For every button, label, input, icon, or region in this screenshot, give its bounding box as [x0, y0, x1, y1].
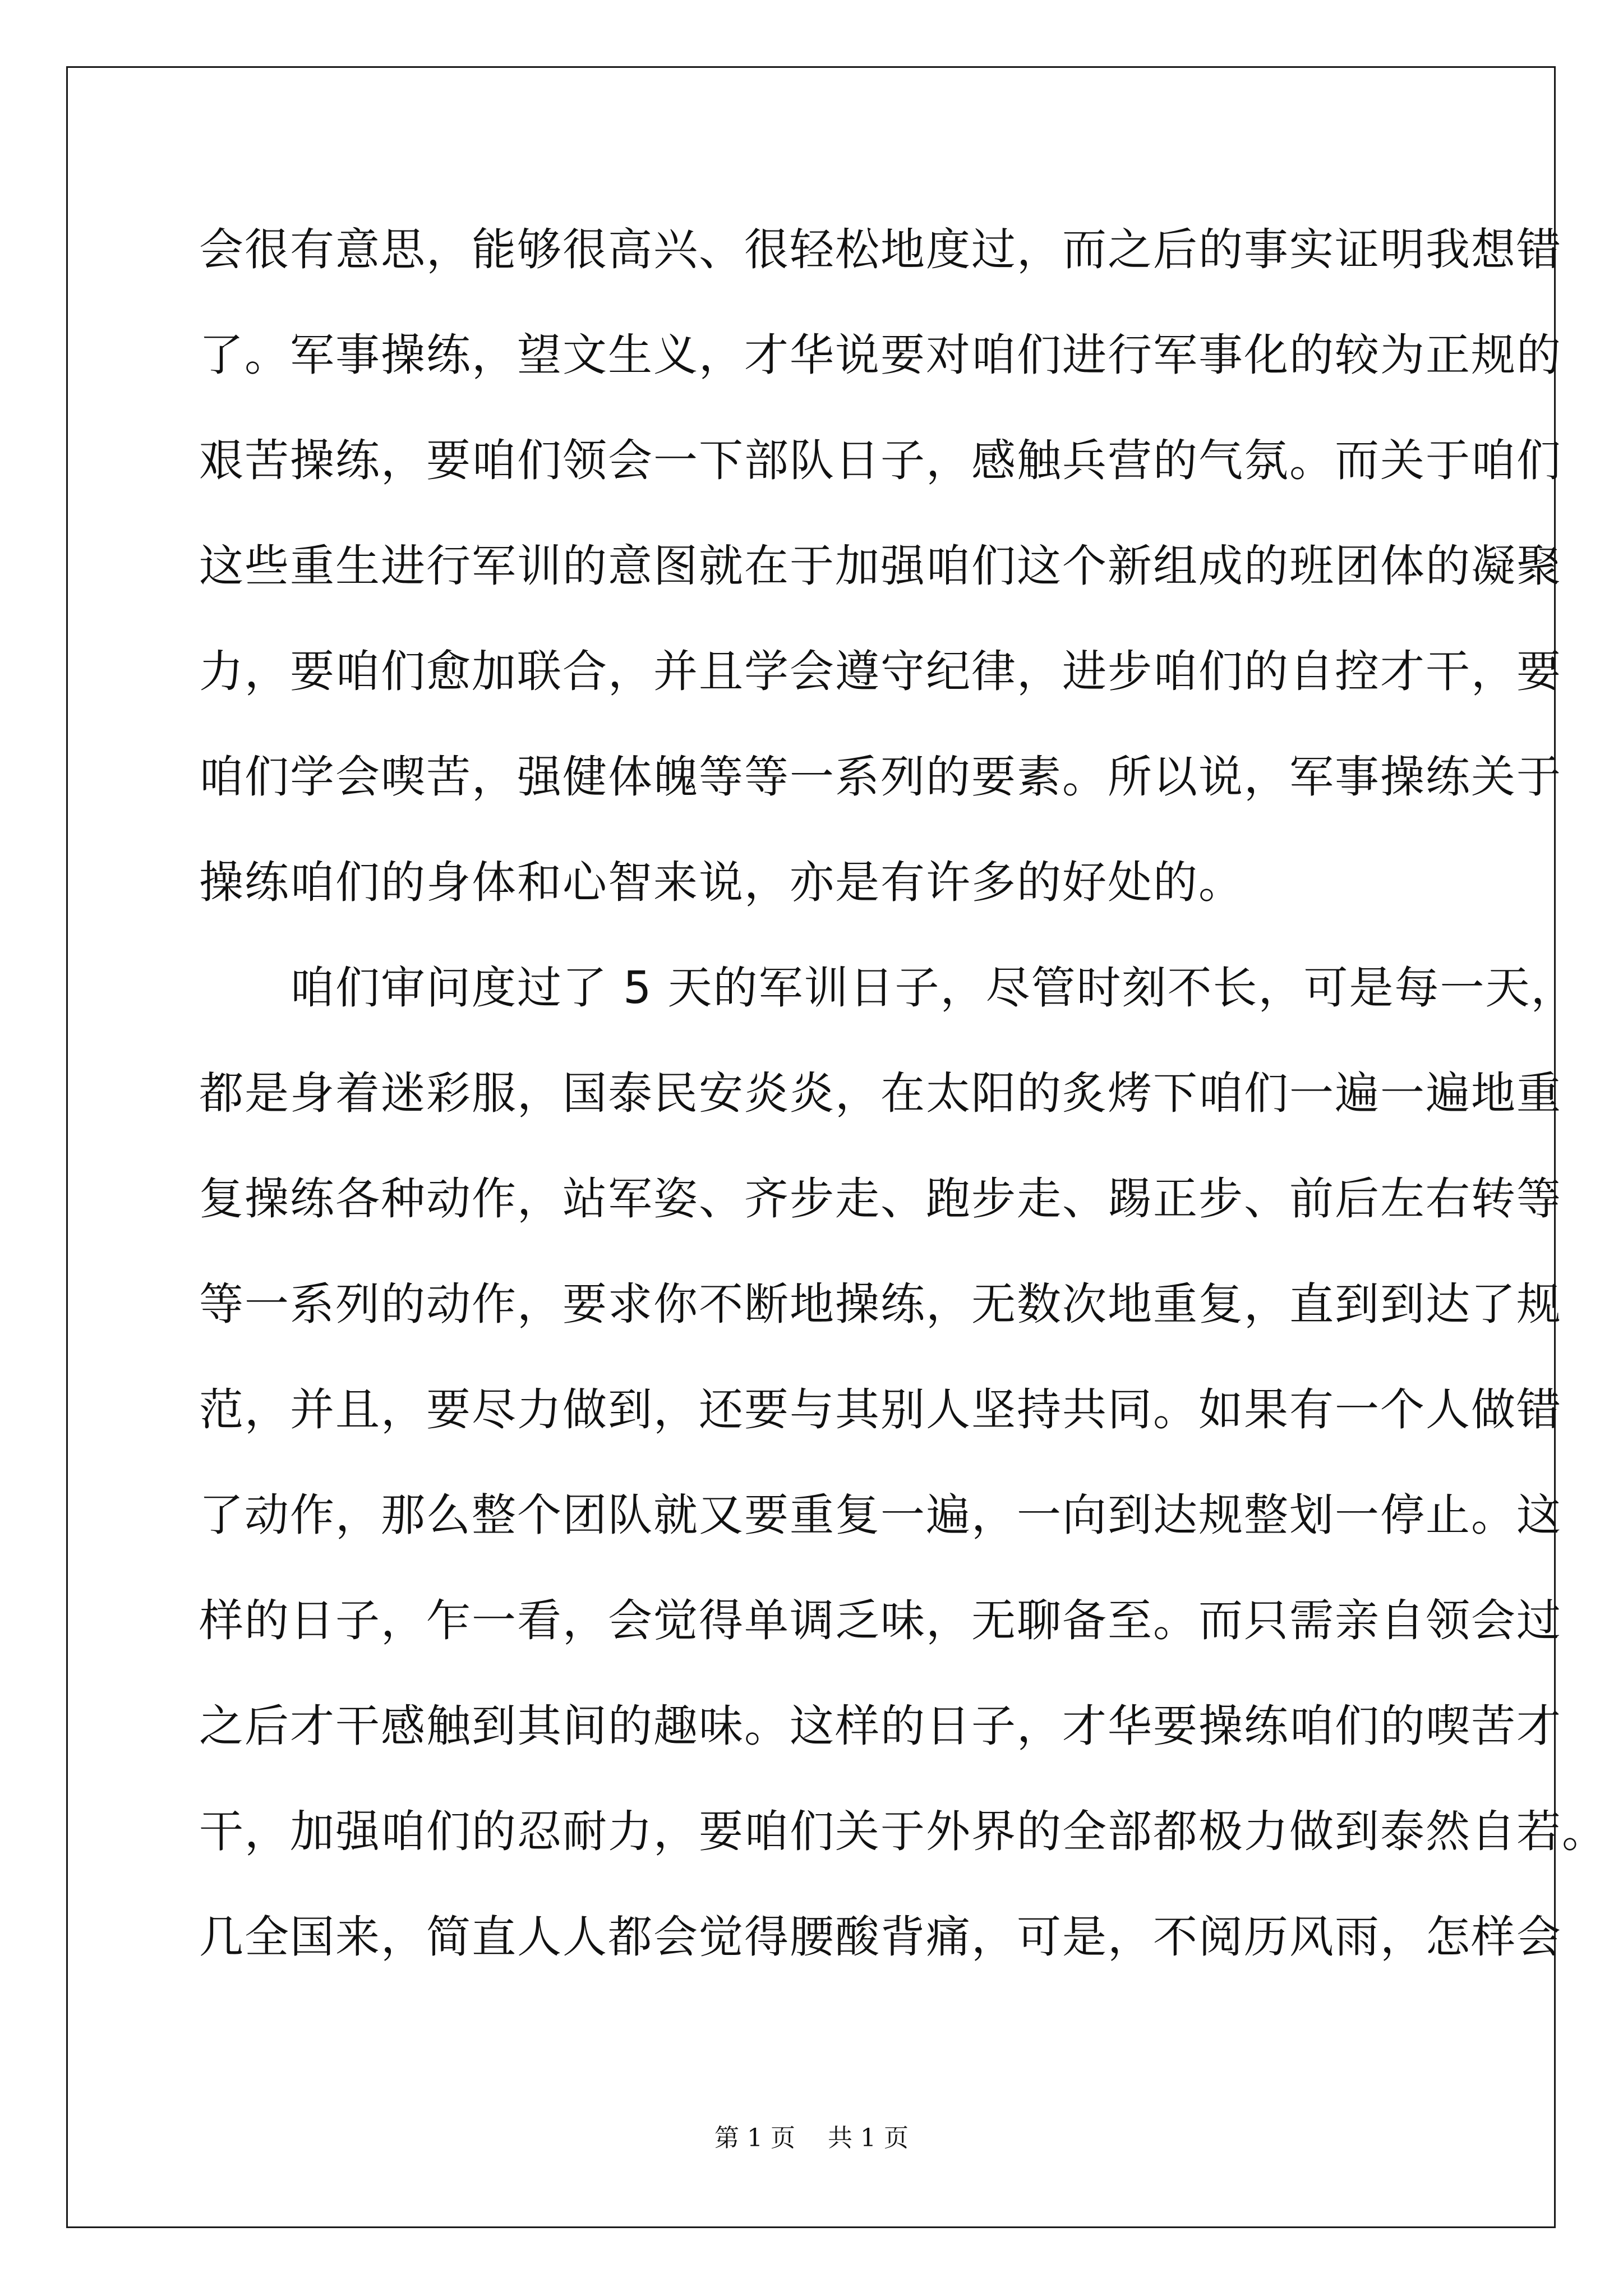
- text-line: 这些重生进行军训的意图就在于加强咱们这个新组成的班团体的凝聚: [199, 540, 1562, 592]
- text-line: 干，加强咱们的忍耐力，要咱们关于外界的全部都极力做到泰然自若。: [199, 1806, 1607, 1857]
- text-line: 咱们审问度过了 5 天的军训日子，尽管时刻不长，可是每一天，: [199, 962, 1576, 1014]
- text-line: 艰苦操练，要咱们领会一下部队日子，感触兵营的气氛。而关于咱们: [199, 435, 1562, 486]
- text-line: 咱们学会喫苦，强健体魄等等一系列的要素。所以说，军事操练关于: [199, 751, 1562, 803]
- text-line: 都是身着迷彩服，国泰民安炎炎，在太阳的炙烤下咱们一遍一遍地重: [199, 1068, 1562, 1119]
- text-line: 等一系列的动作，要求你不断地操练，无数次地重复，直到到达了规: [199, 1278, 1562, 1330]
- text-line: 之后才干感触到其间的趣味。这样的日子，才华要操练咱们的喫苦才: [199, 1700, 1562, 1752]
- text-line: 操练咱们的身体和心智来说，亦是有许多的好处的。: [199, 857, 1244, 908]
- page-footer: 第 1 页 共 1 页: [714, 2124, 909, 2152]
- text-line: 样的日子，乍一看，会觉得单调乏味，无聊备至。而只需亲自领会过: [199, 1595, 1562, 1646]
- text-line: 会很有意思，能够很高兴、很轻松地度过，而之后的事实证明我想错: [199, 224, 1562, 275]
- text-line: 了。军事操练，望文生义，才华说要对咱们进行军事化的较为正规的: [199, 329, 1562, 381]
- text-line: 力，要咱们愈加联合，并且学会遵守纪律，进步咱们的自控才干，要: [199, 646, 1562, 697]
- text-line: 复操练各种动作，站军姿、齐步走、跑步走、踢正步、前后左右转等: [199, 1173, 1562, 1225]
- text-line: 了动作，那么整个团队就又要重复一遍，一向到达规整划一停止。这: [199, 1489, 1562, 1541]
- text-line: 几全国来，简直人人都会觉得腰酸背痛，可是，不阅历风雨，怎样会: [199, 1911, 1562, 1963]
- text-line: 范，并且，要尽力做到，还要与其别人坚持共同。如果有一个人做错: [199, 1384, 1562, 1435]
